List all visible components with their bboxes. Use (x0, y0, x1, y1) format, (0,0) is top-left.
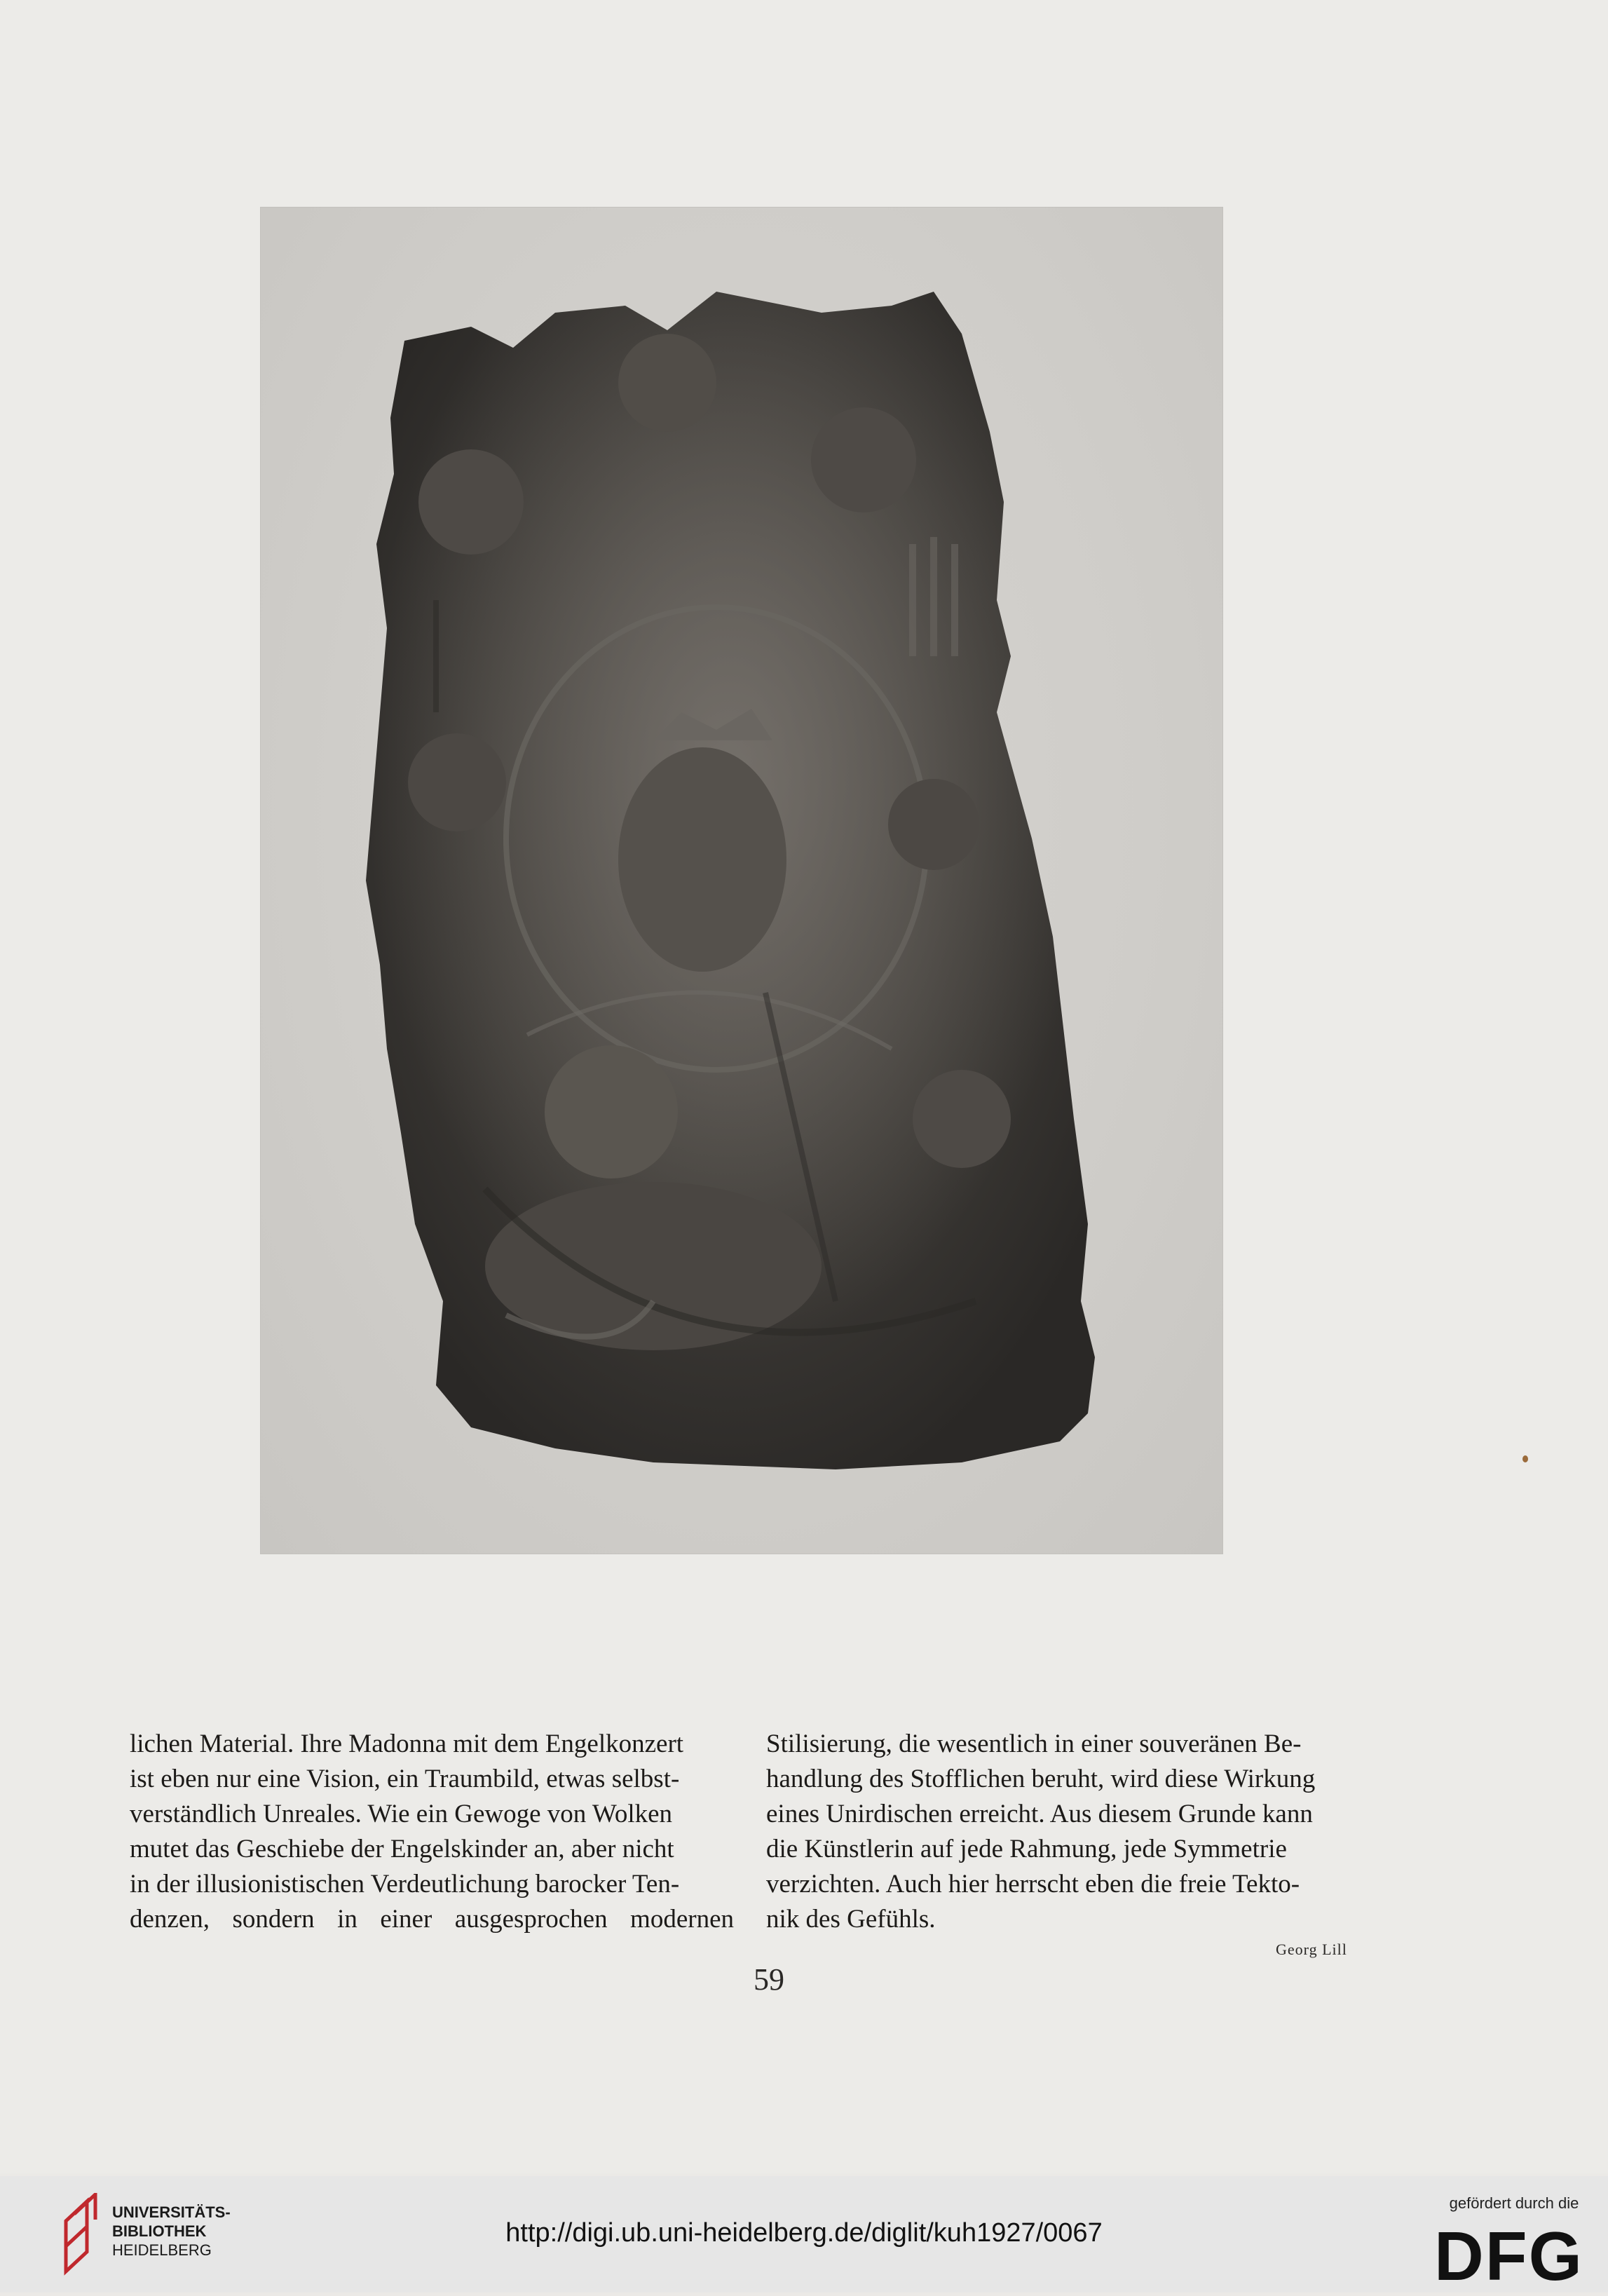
text-line: in der illusionistischen Verdeutlichung barocker Ten- (130, 1870, 680, 1898)
text-line: denzen, sondern in einer ausgesprochen modernen (130, 1905, 734, 1934)
text-line: nik des Gefühls. (766, 1905, 936, 1934)
text-line: mutet das Geschiebe der Engelskinder an, aber nicht (130, 1835, 674, 1863)
relief-photograph (261, 208, 1222, 1554)
page-number: 59 (754, 1962, 784, 1997)
paper-speck (1522, 1455, 1528, 1462)
text-line: die Künstlerin auf jede Rahmung, jede Symmetrie (766, 1835, 1287, 1863)
text-line: Stilisierung, die wesentlich in einer souveränen Be- (766, 1730, 1302, 1758)
text-line: handlung des Stofflichen beruht, wird diese Wirkung (766, 1765, 1316, 1793)
author-signature: Georg Lill (1276, 1941, 1347, 1958)
text-column-right (766, 1727, 1369, 1937)
text-column-left (130, 1727, 734, 1937)
source-url-link[interactable]: http://digi.ub.uni-heidelberg.de/diglit/kuh1927/0067 (505, 2218, 1103, 2248)
text-line: eines Unirdischen erreicht. Aus diesem Grunde kann (766, 1800, 1313, 1828)
library-name-line: HEIDELBERG (112, 2241, 212, 2259)
funding-note: gefördert durch die (1449, 2194, 1579, 2212)
library-name-line: UNIVERSITÄTS- (112, 2203, 231, 2221)
text-line: verzichten. Auch hier herrscht eben die freie Tekto- (766, 1870, 1300, 1898)
digitization-footer (0, 2176, 1608, 2295)
library-name-line: BIBLIOTHEK (112, 2222, 207, 2240)
text-line: ist eben nur eine Vision, ein Traumbild, etwas selbst- (130, 1765, 680, 1793)
madonna-relief-image (261, 208, 1222, 1554)
text-line: verständlich Unreales. Wie ein Gewoge von Wolken (130, 1800, 673, 1828)
dfg-logo: DFG (1434, 2217, 1583, 2295)
text-line: lichen Material. Ihre Madonna mit dem Engelkonzert (130, 1730, 684, 1758)
